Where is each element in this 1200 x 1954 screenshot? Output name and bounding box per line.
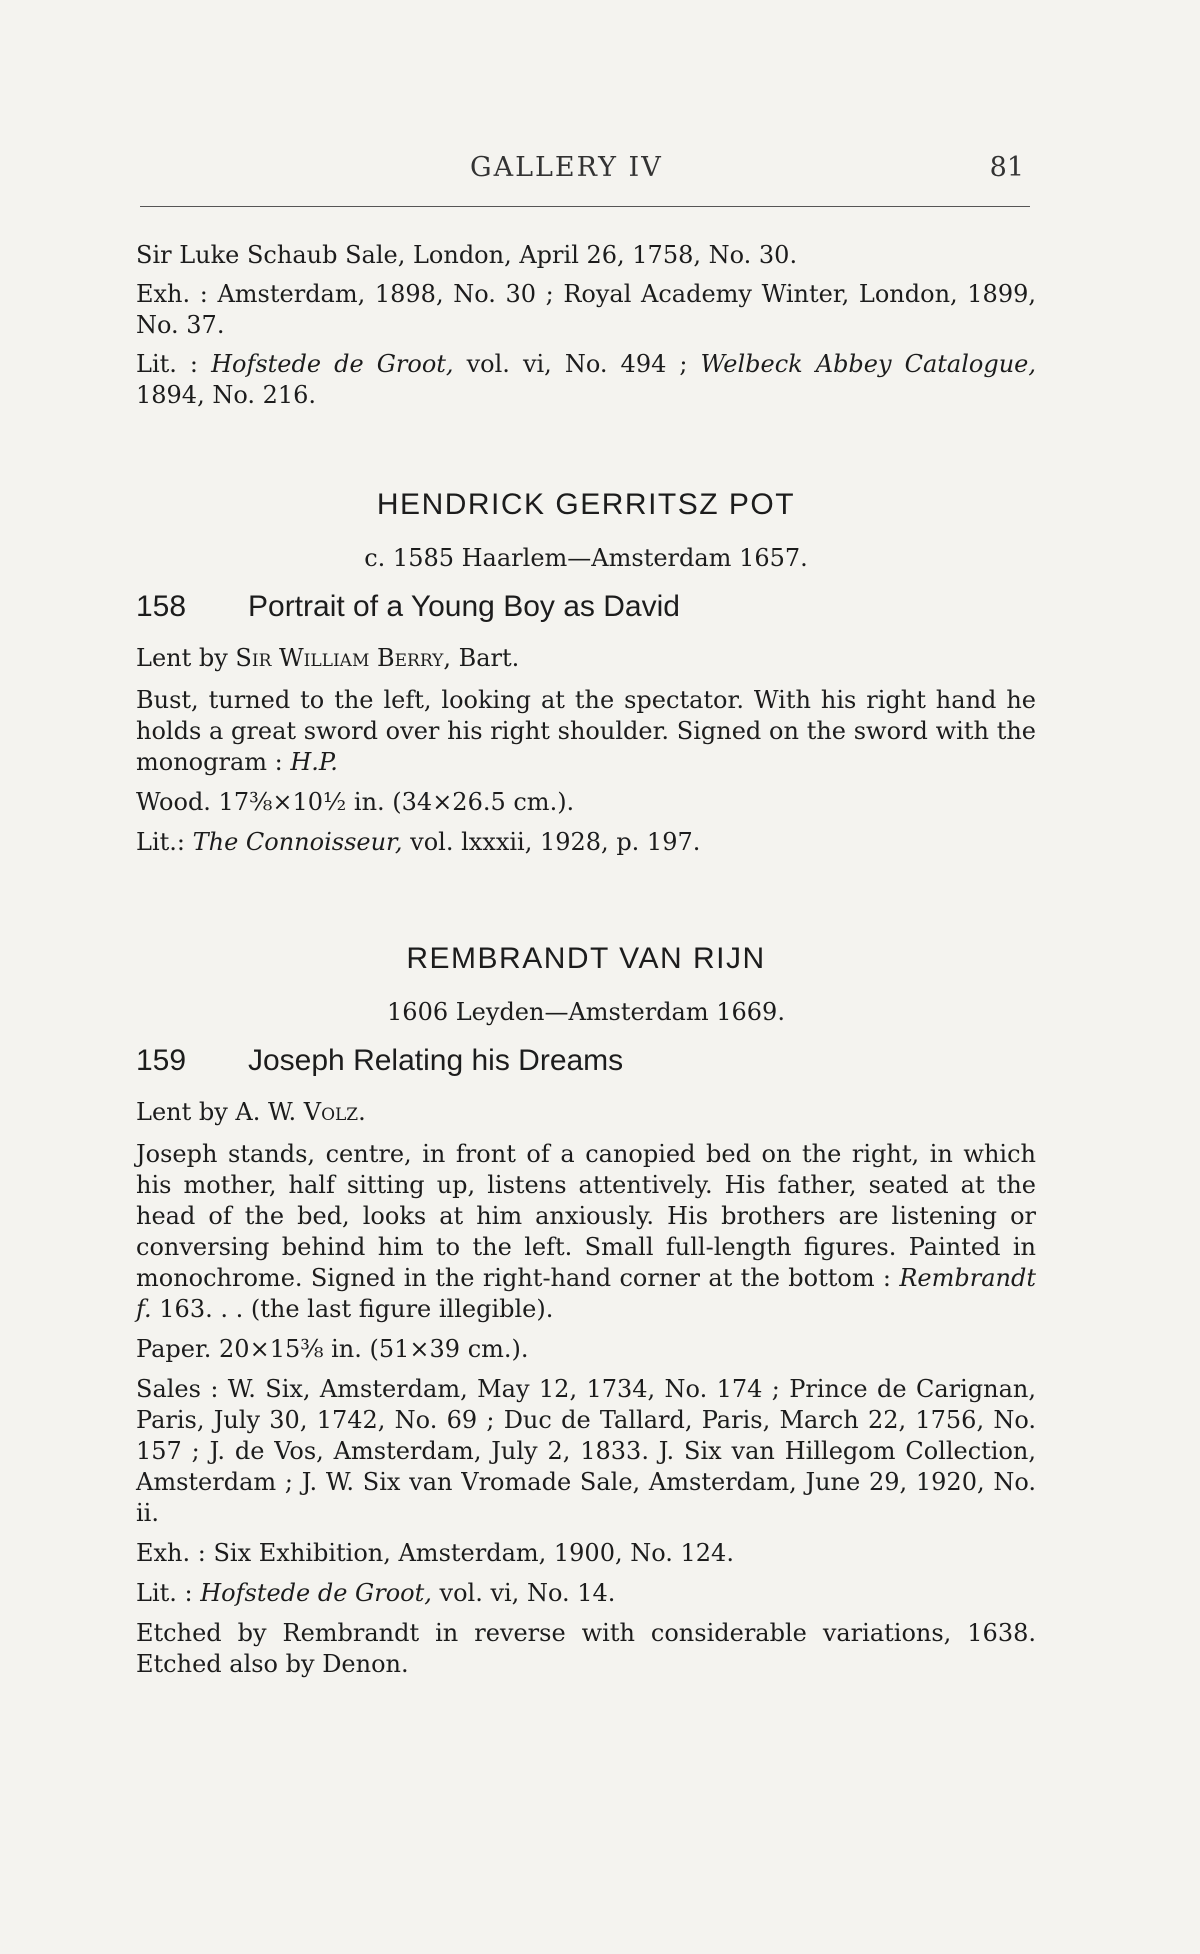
lender-line <box>136 1097 1036 1128</box>
sale-line: Sir Luke Schaub Sale, London, April 26, 1758, No. 30. <box>136 241 798 269</box>
artist-dates: c. 1585 Haarlem—Amsterdam 1657. <box>364 544 808 572</box>
lender-name: Sir William Berry <box>235 644 444 672</box>
artwork-title: Portrait of a Young Boy as David <box>248 590 680 623</box>
lender-line <box>136 643 1036 674</box>
page-number: 81 <box>989 152 1024 183</box>
exhibition-line: Exh. : Amsterdam, 1898, No. 30 ; Royal Academy Winter, London, 1899, No. 37. <box>136 280 1036 339</box>
lit-detail: vol. lxxxii, 1928, p. 197. <box>402 828 701 856</box>
artist-dates: 1606 Leyden—Amsterdam 1669. <box>387 998 785 1026</box>
artist-heading: REMBRANDT VAN RIJN <box>406 942 766 975</box>
running-head <box>140 152 1030 188</box>
literature-line <box>136 1578 1036 1609</box>
catalogue-number: 158 <box>136 590 187 623</box>
lit-prefix: Lit.: <box>136 828 193 856</box>
description <box>136 685 1036 778</box>
literature-line <box>136 827 1036 858</box>
header-rule <box>140 206 1030 207</box>
artwork-title: Joseph Relating his Dreams <box>248 1044 624 1077</box>
lit-prefix: Lit. : <box>136 350 212 378</box>
lender-suffix: , Bart. <box>443 644 520 672</box>
literature-line <box>136 349 1036 411</box>
running-title: GALLERY IV <box>470 152 663 183</box>
sales-history: Sales : W. Six, Amsterdam, May 12, 1734, No. 174 ; Prince de Carignan, Paris, July 30, 1742, No. 69 ; Duc de Tallard, Paris, March 22, 1756, No. 157 ; J. de Vos, Amsterdam, July 2, 1833. J. Six van Hillegom Collection, Amsterdam ; J. W. Six van Vromade Sale, Amsterdam, June 29, 1920, No. ii. <box>136 1375 1036 1527</box>
description-end: 163. . . (the last figure illegible). <box>151 1295 554 1323</box>
lit-reference: Hofstede de Groot, <box>211 350 454 378</box>
entry-159-body <box>136 1097 1036 1680</box>
exhibition-line: Exh. : Six Exhibition, Amsterdam, 1900, No. 124. <box>136 1539 734 1567</box>
medium-dimensions: Wood. 17⅜×10½ in. (34×26.5 cm.). <box>136 788 575 816</box>
lit-reference: Welbeck Abbey Catalogue, <box>700 350 1037 378</box>
lit-detail: 1894, No. 216. <box>136 381 317 409</box>
catalogue-number: 159 <box>136 1044 187 1077</box>
entry-heading <box>136 590 1036 630</box>
signature: Rembrandt f. <box>136 1264 1036 1323</box>
description-text: Joseph stands, centre, in front of a canopied bed on the right, in which his mother, half sitting up, listens attentively. His father, seated at the head of the bed, looks at him anxiously. His brothers are listening or conversing behind him to the left. Small full-length figures. Painted in monochrome. Signed in the right-hand corner at the bottom : <box>136 1140 1036 1292</box>
medium-dimensions: Paper. 20×15⅜ in. (51×39 cm.). <box>136 1335 529 1363</box>
lender-prefix: Lent by <box>136 644 236 672</box>
artist-heading: HENDRICK GERRITSZ POT <box>376 488 796 521</box>
entry-158-body <box>136 643 1036 858</box>
lit-prefix: Lit. : <box>136 1579 201 1607</box>
description <box>136 1139 1036 1325</box>
previous-entry-continuation <box>136 240 1036 411</box>
lender-name: Volz <box>303 1098 359 1126</box>
lender-prefix: Lent by A. W. <box>136 1098 304 1126</box>
etching-note: Etched by Rembrandt in reverse with considerable variations, 1638. Etched also by Denon. <box>136 1619 1036 1678</box>
monogram: H.P. <box>290 748 338 776</box>
lit-reference: Hofstede de Groot, <box>200 1579 432 1607</box>
lit-detail: vol. vi, No. 14. <box>431 1579 616 1607</box>
entry-heading <box>136 1044 1036 1084</box>
lit-detail: vol. vi, No. 494 ; <box>453 350 701 378</box>
lender-suffix: . <box>358 1098 366 1126</box>
lit-reference: The Connoisseur, <box>192 828 403 856</box>
description-text: Bust, turned to the left, looking at the spectator. With his right hand he holds a great sword over his right shoulder. Signed on the sword with the monogram : <box>136 686 1036 776</box>
